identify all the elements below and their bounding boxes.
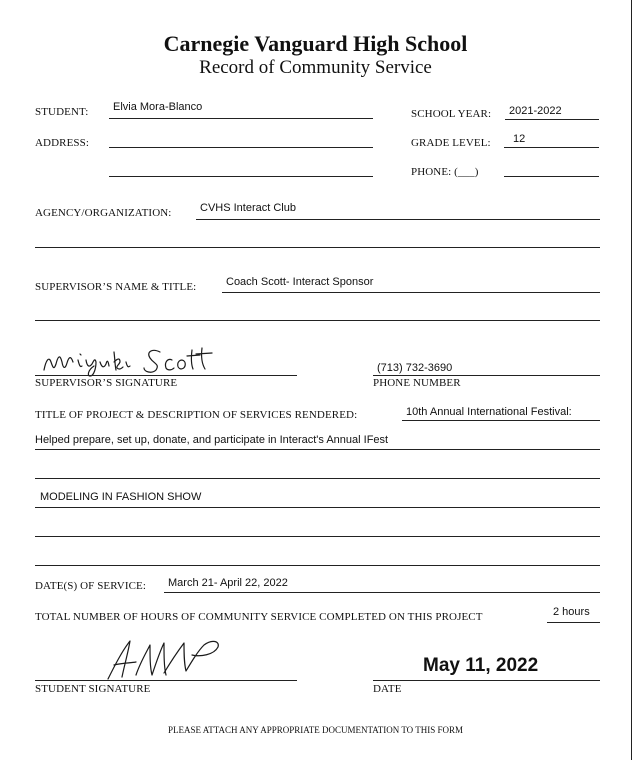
phone-label: PHONE: (___) bbox=[411, 166, 479, 178]
student-signature-line bbox=[35, 680, 297, 681]
project-label: TITLE OF PROJECT & DESCRIPTION OF SERVICES RENDERED: bbox=[35, 409, 358, 421]
project-line-4 bbox=[35, 536, 600, 537]
dates-line bbox=[164, 592, 600, 593]
supervisor-signature-label: SUPERVISOR’S SIGNATURE bbox=[35, 377, 178, 389]
school-name: Carnegie Vanguard High School bbox=[163, 31, 468, 56]
supervisor-phone-label: PHONE NUMBER bbox=[373, 377, 461, 389]
supervisor-line-2 bbox=[35, 320, 600, 321]
phone-line bbox=[504, 176, 599, 177]
school-year-label: SCHOOL YEAR: bbox=[411, 108, 492, 120]
hours-label: TOTAL NUMBER OF HOURS OF COMMUNITY SERVICE COMPLETED ON THIS PROJECT bbox=[35, 611, 483, 623]
dates-label: DATE(S) OF SERVICE: bbox=[35, 580, 147, 592]
date-value: May 11, 2022 bbox=[423, 655, 539, 676]
grade-level-value: 12 bbox=[513, 133, 526, 145]
address-line-2 bbox=[109, 176, 373, 177]
project-line-5 bbox=[35, 565, 600, 566]
agency-line bbox=[196, 219, 600, 220]
student-label: STUDENT: bbox=[35, 106, 89, 118]
project-title-value: 10th Annual International Festival: bbox=[406, 406, 572, 418]
agency-label: AGENCY/ORGANIZATION: bbox=[35, 207, 172, 219]
grade-level-label: GRADE LEVEL: bbox=[411, 137, 491, 149]
dates-value: March 21- April 22, 2022 bbox=[168, 577, 288, 589]
footer-note: PLEASE ATTACH ANY APPROPRIATE DOCUMENTATION TO THIS FORM bbox=[167, 725, 463, 735]
agency-value: CVHS Interact Club bbox=[200, 202, 296, 214]
supervisor-label: SUPERVISOR’S NAME & TITLE: bbox=[35, 281, 197, 293]
supervisor-signature-line bbox=[35, 375, 297, 376]
school-year-value: 2021-2022 bbox=[509, 105, 562, 117]
supervisor-value: Coach Scott- Interact Sponsor bbox=[226, 276, 374, 288]
form-title: Record of Community Service bbox=[199, 57, 432, 78]
supervisor-phone-value: (713) 732-3690 bbox=[377, 362, 453, 374]
project-description-line-1: Helped prepare, set up, donate, and participate in Interact's Annual IFest bbox=[35, 434, 389, 446]
supervisor-signature-image bbox=[40, 338, 260, 378]
hours-line bbox=[547, 622, 600, 623]
student-line bbox=[109, 118, 373, 119]
student-signature-image bbox=[100, 633, 240, 683]
project-line-3 bbox=[35, 507, 600, 508]
date-line bbox=[373, 680, 600, 681]
project-description-line-3: MODELING IN FASHION SHOW bbox=[40, 491, 202, 503]
grade-level-line bbox=[504, 147, 599, 148]
date-label: DATE bbox=[373, 683, 402, 695]
student-name-value: Elvia Mora-Blanco bbox=[113, 101, 203, 113]
student-signature-label: STUDENT SIGNATURE bbox=[35, 683, 151, 695]
supervisor-line bbox=[222, 292, 600, 293]
hours-value: 2 hours bbox=[553, 606, 590, 618]
project-line-2 bbox=[35, 478, 600, 479]
supervisor-phone-line bbox=[373, 375, 600, 376]
address-line-1 bbox=[109, 147, 373, 148]
address-label: ADDRESS: bbox=[35, 137, 89, 149]
agency-line-2 bbox=[35, 247, 600, 248]
project-line-1 bbox=[35, 449, 600, 450]
project-title-line bbox=[402, 420, 600, 421]
school-year-line bbox=[505, 119, 599, 120]
